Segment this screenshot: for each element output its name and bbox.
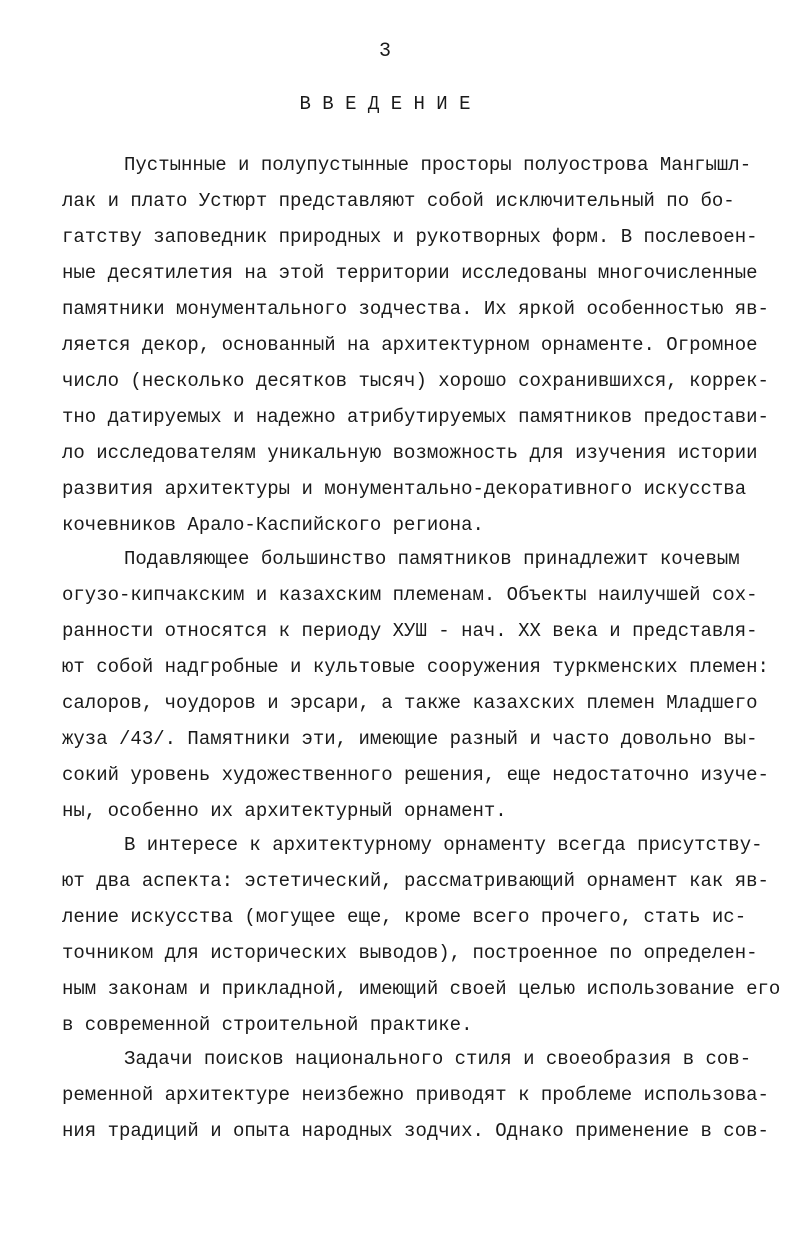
text-line: Задачи поисков национального стиля и своеобразия в сов- bbox=[124, 1048, 752, 1070]
text-line: ным законам и прикладной, имеющий своей целью использование его bbox=[62, 978, 781, 1000]
text-line: салоров, чоудоров и эрсари, а также казахских племен Младшего bbox=[62, 692, 758, 714]
text-line: тно датируемых и надежно атрибутируемых памятников предостави- bbox=[62, 406, 769, 428]
text-line: ляется декор, основанный на архитектурном орнаменте. Огромное bbox=[62, 334, 758, 356]
text-line: огузо-кипчакским и казахским племенам. Объекты наилучшей сох- bbox=[62, 584, 758, 606]
text-line: В интересе к архитектурному орнаменту всегда присутству- bbox=[124, 834, 763, 856]
text-line: ление искусства (могущее еще, кроме всего прочего, стать ис- bbox=[62, 906, 747, 928]
text-line: точником для исторических выводов), построенное по определен- bbox=[62, 942, 758, 964]
page-number: 3 bbox=[378, 40, 391, 63]
text-line: развития архитектуры и монументально-декоративного искусства bbox=[62, 478, 747, 500]
text-line: в современной строительной практике. bbox=[62, 1014, 473, 1036]
text-line: ют два аспекта: эстетический, рассматривающий орнамент как яв- bbox=[62, 870, 769, 892]
text-line: ло исследователям уникальную возможность для изучения истории bbox=[62, 442, 758, 464]
text-line: жуза /43/. Памятники эти, имеющие разный и часто довольно вы- bbox=[62, 728, 758, 750]
text-line: ременной архитектуре неизбежно приводят к проблеме использова- bbox=[62, 1084, 769, 1106]
text-line: памятники монументального зодчества. Их яркой особенностью яв- bbox=[62, 298, 769, 320]
text-line: ния традиций и опыта народных зодчих. Однако применение в сов- bbox=[62, 1120, 769, 1142]
text-line: кочевников Арало-Каспийского региона. bbox=[62, 514, 484, 536]
text-line: число (несколько десятков тысяч) хорошо сохранившихся, коррек- bbox=[62, 370, 769, 392]
section-heading: В В Е Д Е Н И Е bbox=[299, 93, 471, 115]
text-line: ют собой надгробные и культовые сооружения туркменских племен: bbox=[62, 656, 769, 678]
text-line: Подавляющее большинство памятников принадлежит кочевым bbox=[124, 548, 740, 570]
text-line: гатству заповедник природных и рукотворных форм. В послевоен- bbox=[62, 226, 758, 248]
text-line: Пустынные и полупустынные просторы полуострова Мангышл- bbox=[124, 154, 752, 176]
text-line: ны, особенно их архитектурный орнамент. bbox=[62, 800, 507, 822]
text-line: ранности относятся к периоду ХУШ - нач. XX века и представля- bbox=[62, 620, 758, 642]
text-line: лак и плато Устюрт представляют собой исключительный по бо- bbox=[62, 190, 735, 212]
text-line: сокий уровень художественного решения, еще недостаточно изуче- bbox=[62, 764, 769, 786]
text-line: ные десятилетия на этой территории исследованы многочисленные bbox=[62, 262, 758, 284]
